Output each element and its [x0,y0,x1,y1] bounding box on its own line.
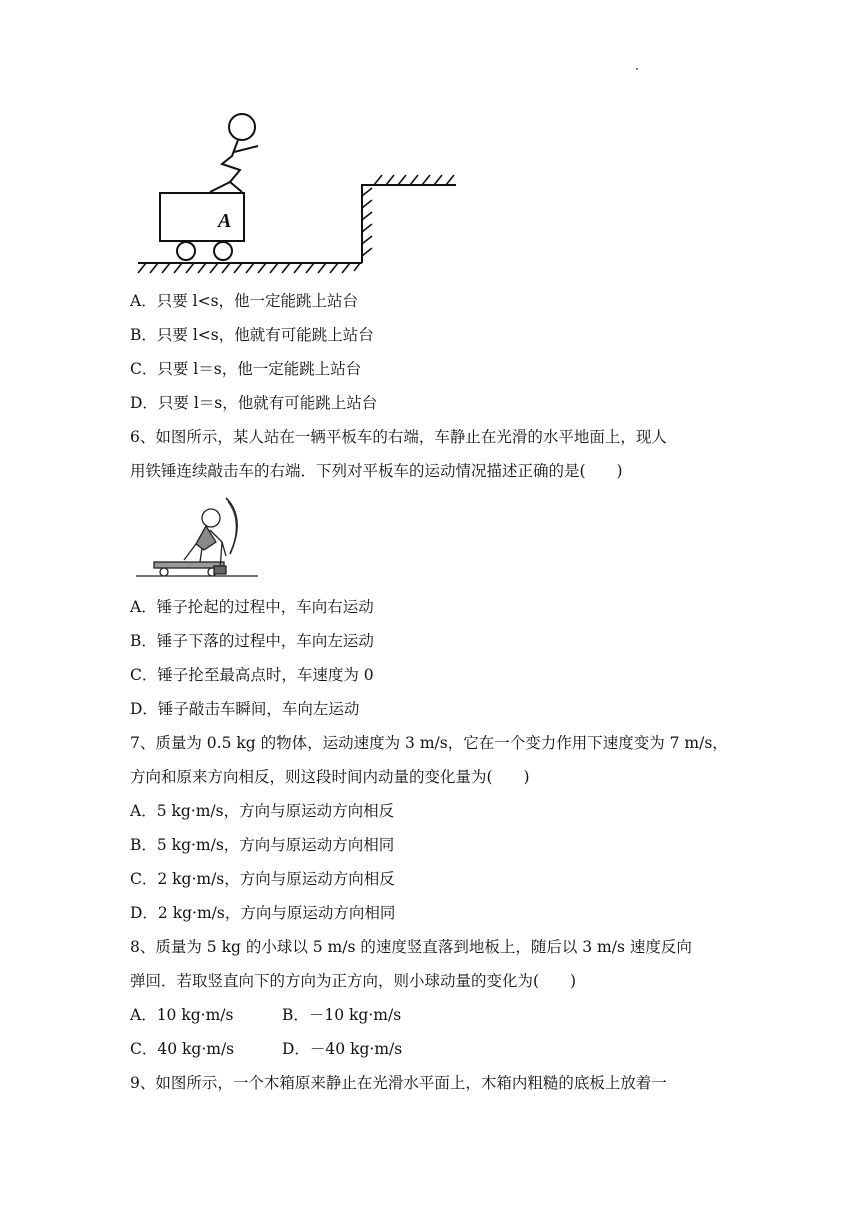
q8-stem-line1: 8、质量为 5 kg 的小球以 5 m/s 的速度竖直落到地板上，随后以 3 m/s 速度反向 [130,938,692,956]
q5-option-c: C．只要 l＝s，他一定能跳上站台 [130,360,362,378]
q8-options-row1 [130,1005,401,1025]
q6-option-a: A．锤子抡起的过程中，车向右运动 [130,598,374,616]
hammer-head [214,566,226,574]
cart-wheel-left [177,242,195,260]
cart-wheel [160,568,168,576]
q7-option-b: B．5 kg·m/s，方向与原运动方向相同 [130,836,395,854]
q8-option-d: D．－40 kg·m/s [282,1040,403,1058]
cart-label: A [218,210,232,232]
q8-option-c: C．40 kg·m/s [130,1040,235,1058]
q7-option-c: C．2 kg·m/s，方向与原运动方向相反 [130,870,395,888]
q6-option-b: B．锤子下落的过程中，车向左运动 [130,632,374,650]
q8-option-b: B．－10 kg·m/s [282,1006,402,1024]
q8-stem-line2: 弹回．若取竖直向下的方向为正方向，则小球动量的变化为( ) [130,972,577,990]
person-torso [196,526,216,550]
q7-stem-line2: 方向和原来方向相反，则这段时间内动量的变化量为( ) [130,768,530,786]
decor-dot [636,68,638,70]
q7-option-d: D．2 kg·m/s，方向与原运动方向相同 [130,904,396,922]
cart-platform-figure [134,108,464,278]
cart-body [160,193,244,241]
swing-arc [226,498,237,554]
q7-stem-line1: 7、质量为 0.5 kg 的物体，运动速度为 3 m/s，它在一个变力作用下速度变为 7 m/s， [130,734,728,752]
q5-option-a: A．只要 l<s，他一定能跳上站台 [130,292,359,310]
person-arm [234,146,258,152]
person-head [202,509,220,527]
q5-option-b: B．只要 l<s，他就有可能跳上站台 [130,326,374,344]
q6-option-c: C．锤子抡至最高点时，车速度为 0 [130,666,374,684]
q5-option-d: D．只要 l＝s，他就有可能跳上站台 [130,394,378,412]
platform-wall [362,185,456,263]
q6-stem-line1: 6、如图所示，某人站在一辆平板车的右端，车静止在光滑的水平地面上，现人 [130,428,667,446]
q8-option-a: A．10 kg·m/s [130,1006,234,1024]
q7-option-a: A．5 kg·m/s，方向与原运动方向相反 [130,802,395,820]
hammer-cart-figure [134,494,264,584]
cart-wheel-right [214,242,232,260]
person-body [222,140,240,182]
q8-options-row2 [130,1039,402,1059]
q6-stem-line2: 用铁锤连续敲击车的右端．下列对平板车的运动情况描述正确的是( ) [130,462,623,480]
person-head [229,114,255,140]
person-legs [210,182,242,192]
q6-option-d: D．锤子敲击车瞬间，车向左运动 [130,700,360,718]
q9-stem-line1: 9、如图所示，一个木箱原来静止在光滑水平面上，木箱内粗糙的底板上放着一 [130,1074,667,1092]
